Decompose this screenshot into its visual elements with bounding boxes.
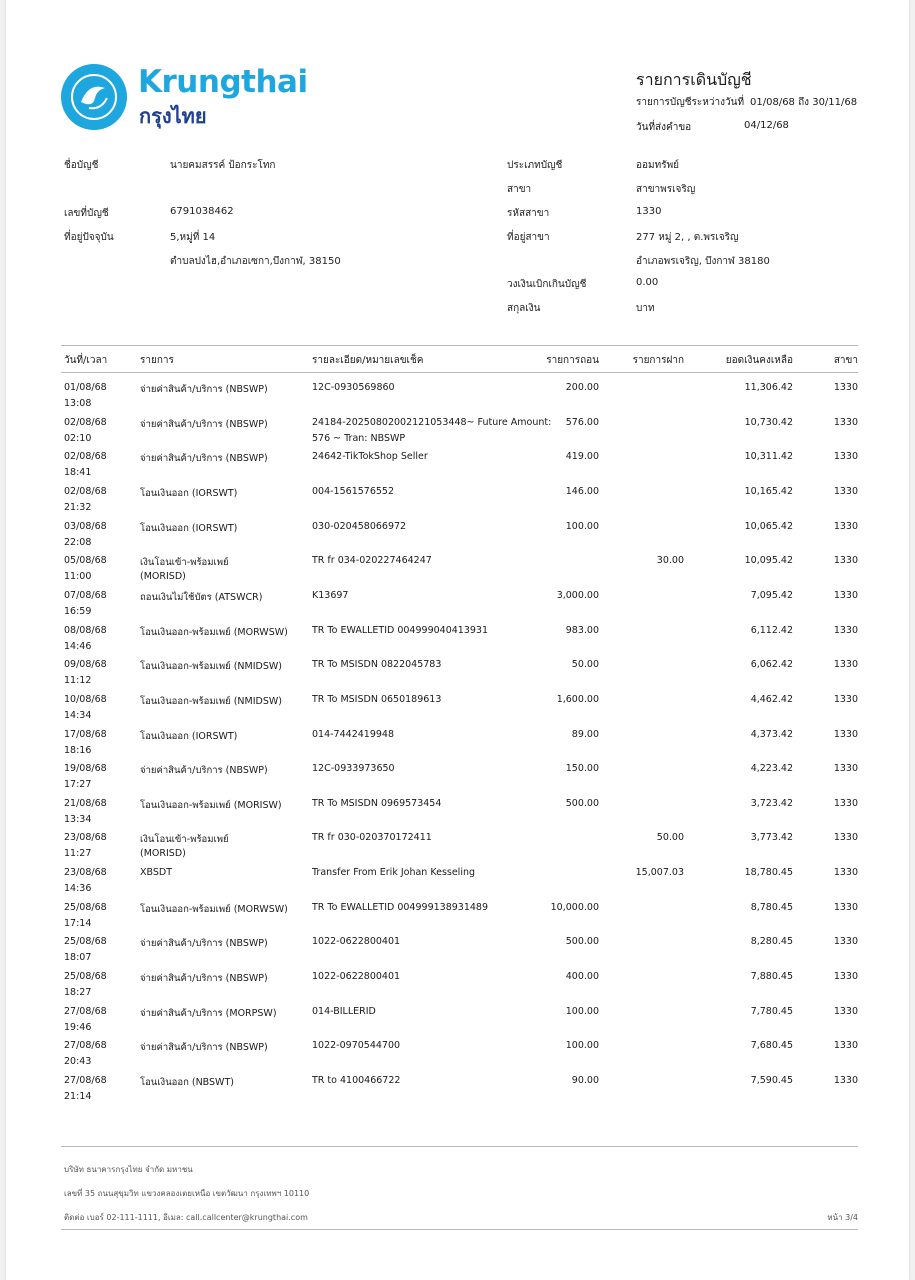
footer-page-number: หน้า 3/4 — [827, 1213, 858, 1222]
item-cell: เงินโอนเข้า-พร้อมเพย์ — [140, 557, 229, 569]
statement-title: รายการเดินบัญชี — [636, 70, 752, 89]
table-row — [6, 382, 909, 414]
date-cell: 27/08/68 — [64, 1075, 107, 1086]
request-date-label: วันที่ส่งคำขอ — [636, 122, 692, 133]
item-cell: โอนเงินออก-พร้อมเพย์ (MORWSW) — [140, 626, 288, 638]
branch-cell: 1330 — [833, 763, 858, 775]
col-detail-header: รายละเอียด/หมายเลขเช็ค — [312, 355, 424, 366]
item-cell-line2: (MORISD) — [140, 848, 186, 860]
detail-cell: TR fr 030-020370172411 — [312, 832, 432, 844]
address-line2: ตำบลปงไฮ,อำเภอเซกา,บึงกาฬ, 38150 — [170, 256, 341, 267]
date-cell: 25/08/68 — [64, 971, 107, 983]
withdraw-cell: 100.00 — [565, 1005, 599, 1017]
withdraw-cell: 1,600.00 — [556, 693, 599, 705]
statement-page — [6, 0, 909, 1280]
branch-cell: 1330 — [833, 693, 858, 705]
item-cell-line2: (MORISD) — [140, 571, 186, 583]
table-row — [6, 555, 909, 587]
period-label: รายการบัญชีระหว่างวันที่ — [636, 97, 745, 108]
branch-cell: 1330 — [833, 485, 858, 497]
balance-cell: 4,223.42 — [750, 763, 793, 775]
date-cell: 19/08/68 — [64, 763, 107, 775]
withdraw-cell: 100.00 — [565, 1040, 599, 1052]
balance-cell: 8,780.45 — [750, 901, 793, 913]
time-cell: 13:08 — [64, 398, 92, 409]
detail-cell: K13697 — [312, 589, 349, 601]
branch-cell: 1330 — [833, 1040, 858, 1052]
branch-cell: 1330 — [833, 624, 858, 636]
balance-cell: 11,306.42 — [744, 382, 793, 393]
table-row — [6, 1006, 909, 1038]
branch-cell: 1330 — [833, 936, 858, 948]
date-cell: 02/08/68 — [64, 416, 107, 428]
table-row — [6, 971, 909, 1003]
date-cell: 09/08/68 — [64, 659, 107, 671]
table-row — [6, 936, 909, 968]
balance-cell: 8,280.45 — [750, 936, 793, 948]
branch-cell: 1330 — [833, 971, 858, 983]
date-cell: 10/08/68 — [64, 693, 107, 705]
time-cell: 11:27 — [64, 848, 92, 860]
balance-cell: 18,780.45 — [744, 867, 793, 879]
time-cell: 14:36 — [64, 883, 92, 895]
item-cell: โอนเงินออก-พร้อมเพย์ (NMIDSW) — [140, 695, 282, 707]
balance-cell: 4,373.42 — [750, 728, 793, 740]
balance-cell: 3,723.42 — [750, 797, 793, 809]
table-row — [6, 1075, 909, 1107]
item-cell: XBSDT — [140, 867, 173, 879]
date-cell: 01/08/68 — [64, 382, 107, 393]
footer-bottom-rule — [61, 1229, 858, 1230]
time-cell: 20:43 — [64, 1056, 92, 1068]
balance-cell: 7,680.45 — [750, 1040, 793, 1052]
time-cell: 21:32 — [64, 501, 92, 513]
detail-cell: TR To MSISDN 0969573454 — [312, 797, 442, 809]
item-cell: จ่ายค่าสินค้า/บริการ (NBSWP) — [140, 938, 268, 950]
item-cell: โอนเงินออก-พร้อมเพย์ (NMIDSW) — [140, 661, 282, 673]
date-cell: 07/08/68 — [64, 589, 107, 601]
date-cell: 02/08/68 — [64, 485, 107, 497]
table-row — [6, 1040, 909, 1072]
branch-cell: 1330 — [833, 797, 858, 809]
footer-address: เลขที่ 35 ถนนสุขุมวิท แขวงคลองเตยเหนือ เขตวัฒนา กรุงเทพฯ 10110 — [64, 1189, 310, 1198]
balance-cell: 6,062.42 — [750, 659, 793, 671]
detail-cell: 014-BILLERID — [312, 1005, 376, 1017]
request-date-value: 04/12/68 — [744, 120, 789, 131]
table-row — [6, 417, 909, 449]
withdraw-cell: 200.00 — [565, 382, 599, 393]
footer-company: บริษัท ธนาคารกรุงไทย จำกัด มหาชน — [64, 1165, 193, 1174]
balance-cell: 4,462.42 — [750, 693, 793, 705]
col-date-header: วันที่/เวลา — [64, 355, 108, 366]
deposit-cell: 50.00 — [656, 832, 684, 844]
col-withdraw-header: รายการถอน — [546, 355, 599, 366]
table-row — [6, 625, 909, 657]
branch-cell: 1330 — [833, 867, 858, 879]
date-cell: 23/08/68 — [64, 867, 107, 879]
item-cell: โอนเงินออก (IORSWT) — [140, 730, 238, 742]
address-line1: 5,หมู่ที่ 14 — [170, 232, 216, 243]
overdraft-label: วงเงินเบิกเกินบัญชี — [507, 279, 587, 290]
footer-rule — [61, 1146, 858, 1147]
time-cell: 11:00 — [64, 571, 92, 583]
balance-cell: 6,112.42 — [750, 624, 793, 636]
detail-cell: TR To MSISDN 0822045783 — [312, 659, 442, 671]
detail-cell: 1022-0970544700 — [312, 1040, 401, 1052]
detail-cell: TR fr 034-020227464247 — [312, 555, 432, 567]
withdraw-cell: 89.00 — [571, 728, 599, 740]
date-cell: 23/08/68 — [64, 832, 107, 844]
address-label: ที่อยู่ปัจจุบัน — [64, 232, 114, 243]
withdraw-cell: 576.00 — [565, 416, 599, 428]
branch-cell: 1330 — [833, 451, 858, 463]
col-balance-header: ยอดเงินคงเหลือ — [725, 355, 793, 366]
withdraw-cell: 3,000.00 — [556, 589, 599, 601]
balance-cell: 7,880.45 — [750, 971, 793, 983]
time-cell: 02:10 — [64, 432, 92, 444]
brand-name-en: Krungthai — [138, 64, 308, 100]
date-cell: 03/08/68 — [64, 520, 107, 532]
detail-cell: TR To EWALLETID 004999040413931 — [312, 624, 489, 636]
withdraw-cell: 150.00 — [565, 763, 599, 775]
withdraw-cell: 500.00 — [565, 797, 599, 809]
branch-cell: 1330 — [833, 659, 858, 671]
withdraw-cell: 146.00 — [565, 485, 599, 497]
table-row — [6, 694, 909, 726]
date-cell: 02/08/68 — [64, 451, 107, 463]
time-cell: 19:46 — [64, 1021, 92, 1033]
currency-label: สกุลเงิน — [507, 303, 541, 314]
deposit-cell: 30.00 — [656, 555, 684, 567]
date-cell: 08/08/68 — [64, 624, 107, 636]
withdraw-cell: 90.00 — [571, 1075, 599, 1086]
date-cell: 25/08/68 — [64, 901, 107, 913]
balance-cell: 7,780.45 — [750, 1005, 793, 1017]
account-name-label: ชื่อบัญชี — [64, 160, 99, 171]
withdraw-cell: 10,000.00 — [550, 901, 599, 913]
detail-cell: 1022-0622800401 — [312, 936, 401, 948]
detail-cell-line2: 576 ~ Tran: NBSWP — [312, 432, 406, 444]
table-header-rule — [61, 372, 858, 373]
date-cell: 05/08/68 — [64, 555, 107, 567]
currency-value: บาท — [636, 303, 655, 314]
branch-cell: 1330 — [833, 520, 858, 532]
table-row — [6, 832, 909, 864]
branch-cell: 1330 — [833, 1075, 858, 1086]
time-cell: 18:07 — [64, 952, 92, 964]
brand-name-th: กรุงไทย — [139, 104, 207, 128]
balance-cell: 10,065.42 — [744, 520, 793, 532]
detail-cell: TR To MSISDN 0650189613 — [312, 693, 442, 705]
account-number-value: 6791038462 — [170, 206, 234, 217]
branch-address-line2: อำเภอพรเจริญ, บึงกาฬ 38180 — [636, 256, 770, 267]
time-cell: 13:34 — [64, 813, 92, 825]
detail-cell: Transfer From Erik Johan Kesseling — [312, 867, 476, 879]
time-cell: 18:16 — [64, 744, 92, 756]
branch-value: สาขาพรเจริญ — [636, 184, 696, 195]
time-cell: 22:08 — [64, 536, 92, 548]
time-cell: 16:59 — [64, 605, 92, 617]
time-cell: 21:14 — [64, 1091, 92, 1102]
balance-cell: 3,773.42 — [750, 832, 793, 844]
table-row — [6, 521, 909, 553]
date-cell: 27/08/68 — [64, 1040, 107, 1052]
col-deposit-header: รายการฝาก — [632, 355, 684, 366]
account-type-label: ประเภทบัญชี — [507, 160, 563, 171]
time-cell: 17:14 — [64, 917, 92, 929]
withdraw-cell: 400.00 — [565, 971, 599, 983]
balance-cell: 10,165.42 — [744, 485, 793, 497]
detail-cell: 014-7442419948 — [312, 728, 395, 740]
detail-cell: 12C-0933973650 — [312, 763, 395, 775]
branch-address-label: ที่อยู่สาขา — [507, 232, 550, 243]
table-row — [6, 486, 909, 518]
col-branch-header: สาขา — [833, 355, 858, 366]
balance-cell: 7,095.42 — [750, 589, 793, 601]
balance-cell: 7,590.45 — [750, 1075, 793, 1086]
krungthai-logo-icon — [61, 64, 127, 130]
table-row — [6, 902, 909, 934]
table-row — [6, 590, 909, 622]
branch-cell: 1330 — [833, 555, 858, 567]
branch-cell: 1330 — [833, 832, 858, 844]
detail-cell: TR To EWALLETID 004999138931489 — [312, 901, 489, 913]
detail-cell: 1022-0622800401 — [312, 971, 401, 983]
item-cell: โอนเงินออก (IORSWT) — [140, 487, 238, 499]
date-cell: 17/08/68 — [64, 728, 107, 740]
date-cell: 21/08/68 — [64, 797, 107, 809]
balance-cell: 10,311.42 — [744, 451, 793, 463]
time-cell: 11:12 — [64, 675, 92, 687]
branch-code-label: รหัสสาขา — [507, 208, 550, 219]
time-cell: 17:27 — [64, 779, 92, 791]
footer-contact: ติดต่อ เบอร์ 02-111-1111, อีเมล: call.callcenter@krungthai.com — [64, 1213, 308, 1222]
table-row — [6, 798, 909, 830]
item-cell: จ่ายค่าสินค้า/บริการ (NBSWP) — [140, 384, 268, 395]
detail-cell: TR to 4100466722 — [312, 1075, 401, 1086]
col-item-header: รายการ — [140, 355, 174, 366]
account-type-value: ออมทรัพย์ — [636, 160, 680, 171]
branch-label: สาขา — [507, 184, 532, 195]
time-cell: 14:46 — [64, 640, 92, 652]
table-row — [6, 763, 909, 795]
item-cell: จ่ายค่าสินค้า/บริการ (NBSWP) — [140, 453, 268, 465]
item-cell: จ่ายค่าสินค้า/บริการ (NBSWP) — [140, 418, 268, 430]
table-row — [6, 729, 909, 761]
period-value: 01/08/68 ถึง 30/11/68 — [750, 97, 858, 108]
account-name-value: นายคมสรรค์ ป้อกระโทก — [170, 160, 276, 171]
table-top-rule — [61, 345, 858, 346]
withdraw-cell: 50.00 — [571, 659, 599, 671]
detail-cell: 004-1561576552 — [312, 485, 395, 497]
branch-cell: 1330 — [833, 589, 858, 601]
time-cell: 18:27 — [64, 987, 92, 999]
branch-cell: 1330 — [833, 728, 858, 740]
account-number-label: เลขที่บัญชี — [64, 208, 109, 219]
withdraw-cell: 500.00 — [565, 936, 599, 948]
item-cell: จ่ายค่าสินค้า/บริการ (NBSWP) — [140, 765, 268, 777]
branch-cell: 1330 — [833, 416, 858, 428]
branch-cell: 1330 — [833, 382, 858, 393]
item-cell: โอนเงินออก (IORSWT) — [140, 522, 238, 534]
withdraw-cell: 100.00 — [565, 520, 599, 532]
time-cell: 14:34 — [64, 709, 92, 721]
branch-code-value: 1330 — [636, 206, 662, 217]
overdraft-value: 0.00 — [636, 277, 659, 288]
withdraw-cell: 419.00 — [565, 451, 599, 463]
item-cell: โอนเงินออก-พร้อมเพย์ (MORISW) — [140, 799, 282, 811]
date-cell: 27/08/68 — [64, 1005, 107, 1017]
table-row — [6, 867, 909, 899]
branch-address-line1: 277 หมู่ 2, , ต.พรเจริญ — [636, 232, 739, 243]
detail-cell: 24184-20250802002121053448~ Future Amount: — [312, 416, 552, 428]
balance-cell: 10,730.42 — [744, 416, 793, 428]
item-cell: ถอนเงินไม่ใช้บัตร (ATSWCR) — [140, 591, 263, 603]
balance-cell: 10,095.42 — [744, 555, 793, 567]
item-cell: โอนเงินออก (NBSWT) — [140, 1077, 234, 1088]
branch-cell: 1330 — [833, 901, 858, 913]
detail-cell: 24642-TikTokShop Seller — [312, 451, 428, 463]
table-row — [6, 659, 909, 691]
deposit-cell: 15,007.03 — [635, 867, 684, 879]
table-row — [6, 451, 909, 483]
item-cell: เงินโอนเข้า-พร้อมเพย์ — [140, 834, 229, 846]
item-cell: จ่ายค่าสินค้า/บริการ (NBSWP) — [140, 1042, 268, 1054]
detail-cell: 12C-0930569860 — [312, 382, 395, 393]
detail-cell: 030-020458066972 — [312, 520, 407, 532]
item-cell: โอนเงินออก-พร้อมเพย์ (MORWSW) — [140, 903, 288, 915]
withdraw-cell: 983.00 — [565, 624, 599, 636]
item-cell: จ่ายค่าสินค้า/บริการ (NBSWP) — [140, 973, 268, 985]
time-cell: 18:41 — [64, 467, 92, 479]
date-cell: 25/08/68 — [64, 936, 107, 948]
branch-cell: 1330 — [833, 1005, 858, 1017]
item-cell: จ่ายค่าสินค้า/บริการ (MORPSW) — [140, 1007, 277, 1019]
